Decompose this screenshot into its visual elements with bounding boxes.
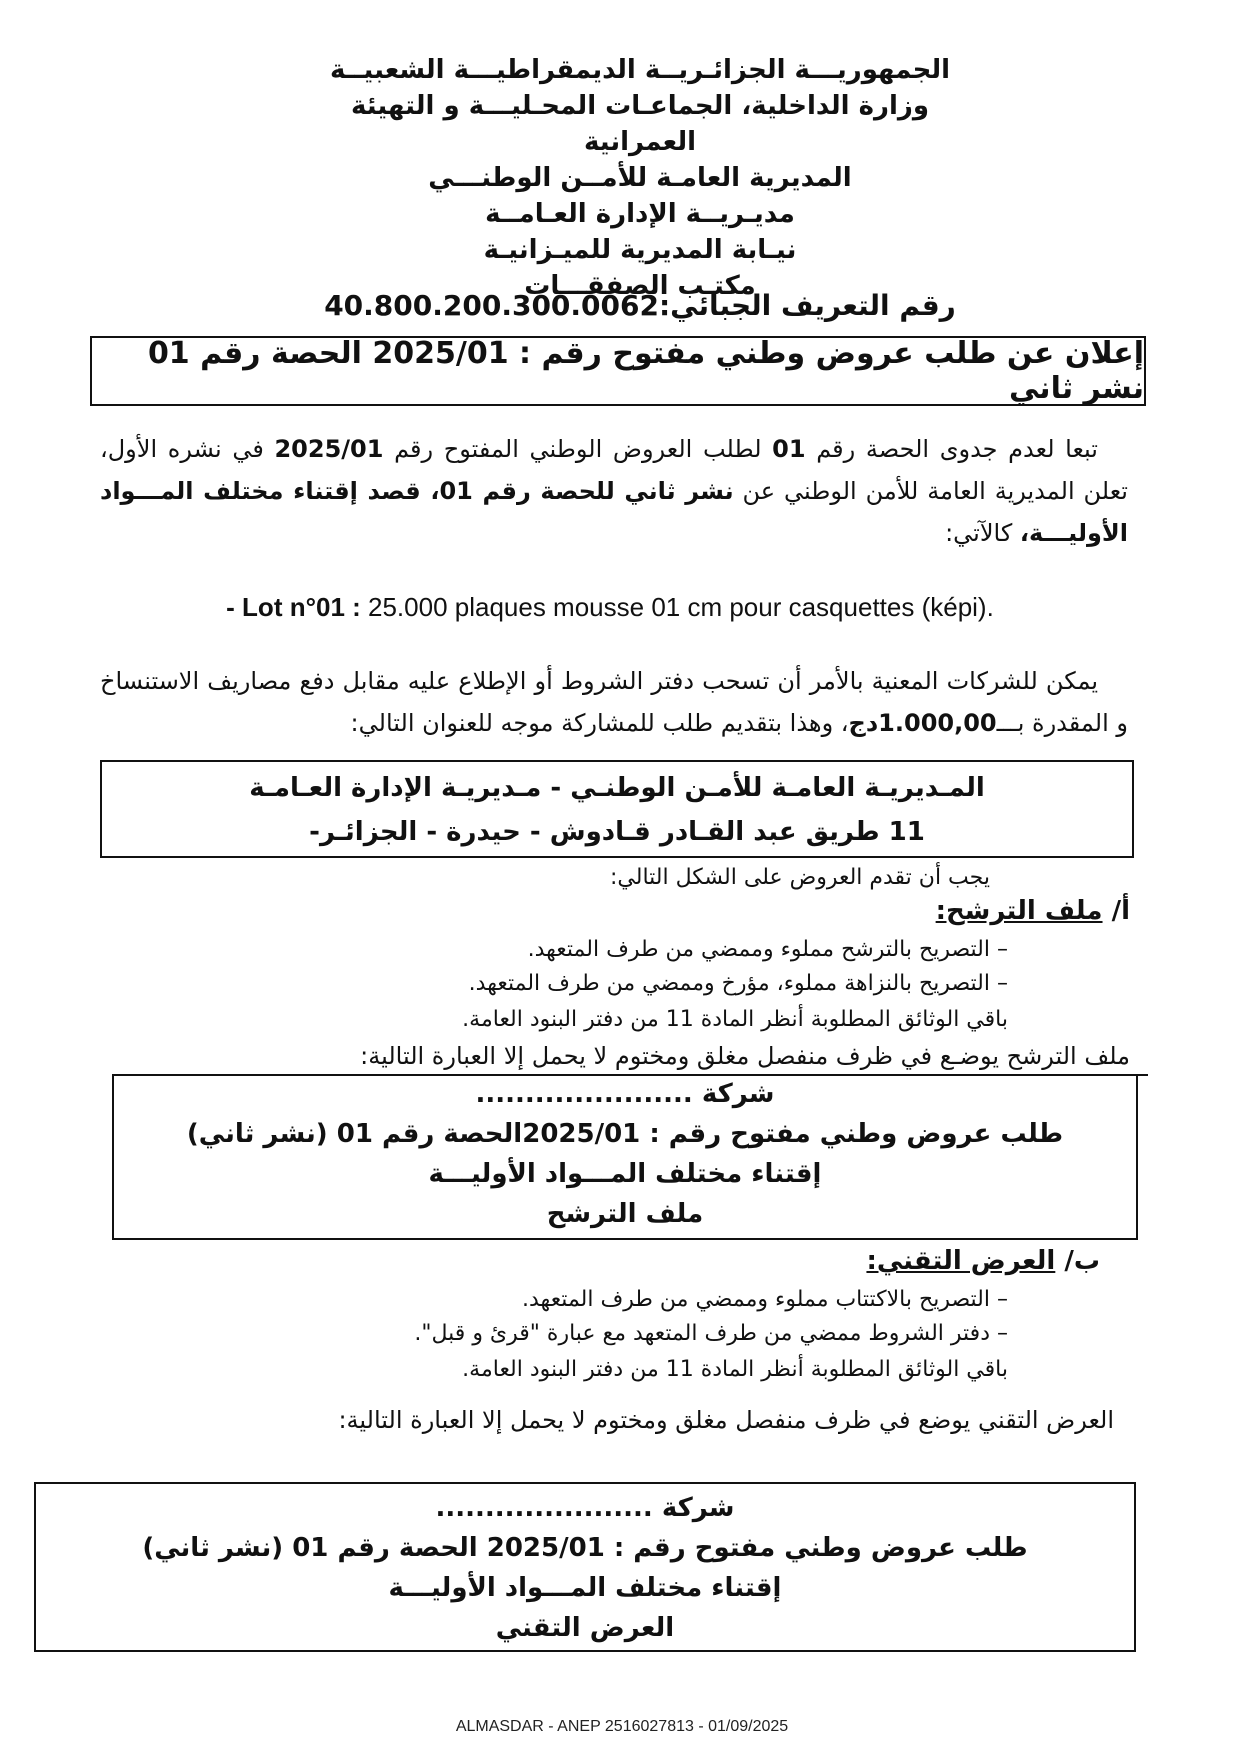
address-line-1: المـديريـة العامـة للأمـن الوطنـي - مـديريـة الإدارة العـامـة xyxy=(249,773,985,803)
header-line-subdirectorate: نيـابة المديرية للميـزانيـة xyxy=(483,235,797,265)
lot-line xyxy=(150,592,1070,623)
fiscal-id-label: رقم التعريف الجبائي: xyxy=(658,289,956,322)
access-text-2: ، وهذا بتقديم طلب للمشاركة موجه للعنوان التالي: xyxy=(350,709,849,737)
technical-prefix: ب/ xyxy=(1055,1246,1100,1276)
candidacy-title: ملف الترشح: xyxy=(935,896,1103,926)
intro-purpose: نشر ثاني للحصة رقم 01، قصد إقتناء مختلف المـــواد الأوليـــة، xyxy=(100,477,1128,547)
technical-title: العرض التقني: xyxy=(866,1246,1056,1276)
header-line-directorate: مديـريــة الإدارة العـامــة xyxy=(485,199,795,229)
fiscal-id-number: 40.800.200.300.0062 xyxy=(324,289,659,322)
access-text-1: يمكن للشركات المعنية بالأمر أن تسحب دفتر الشروط أو الإطلاع عليه مقابل دفع مصاريف الاستنساخ و المقدرة بـــ xyxy=(100,667,1128,737)
label-1-request: طلب عروض وطني مفتوح رقم : 2025/01الحصة رقم 01 (نشر ثاني) xyxy=(186,1119,1064,1149)
header-line-office: مكتـب الصفقـــات xyxy=(524,271,756,301)
candidacy-item-1: – التصريح بالترشح مملوء وممضي من طرف المتعهد. xyxy=(527,937,1008,962)
intro-text-2: لطلب العروض الوطني المفتوح رقم xyxy=(383,435,773,463)
publication-footer: ALMASDAR - ANEP 2516027813 - 01/09/2025 xyxy=(455,1718,789,1735)
access-paragraph xyxy=(100,660,1128,744)
announcement-title-box xyxy=(90,336,1146,406)
label-2-company: شركة ...................... xyxy=(435,1493,735,1523)
issuer-header xyxy=(300,52,980,304)
technical-envelope-note: العرض التقني يوضع في ظرف منفصل مغلق ومختوم لا يحمل إلا العبارة التالية: xyxy=(338,1406,1114,1434)
offers-intro: يجب أن تقدم العروض على الشكل التالي: xyxy=(610,865,990,890)
candidacy-section-heading xyxy=(936,896,1130,926)
access-fee: 1.000,00دج xyxy=(848,709,997,737)
intro-text-1: تبعا لعدم جدوى الحصة رقم xyxy=(805,435,1098,463)
address-box xyxy=(100,760,1134,858)
fiscal-id xyxy=(300,288,980,324)
intro-lot-number: 01 xyxy=(772,435,806,463)
intro-text-4: كالآتي: xyxy=(945,519,1020,547)
candidacy-envelope-note: ملف الترشح يوضـع في ظرف منفصل مغلق ومختوم لا يحمل إلا العبارة التالية: xyxy=(360,1042,1130,1070)
candidacy-prefix: أ/ xyxy=(1102,896,1130,926)
technical-item-2: – دفتر الشروط ممضي من طرف المتعهد مع عبارة "قرئ و قبل". xyxy=(414,1321,1008,1346)
label-1-subject: إقتناء مختلف المـــواد الأوليـــة xyxy=(428,1159,822,1189)
header-line-ministry: وزارة الداخلية، الجماعـات المحـليـــة و التهيئة العمرانية xyxy=(351,91,929,157)
label-2-kind: العرض التقني xyxy=(495,1613,675,1643)
technical-section-heading xyxy=(866,1246,1100,1276)
candidacy-item-2: – التصريح بالنزاهة مملوء، مؤرخ وممضي من طرف المتعهد. xyxy=(468,971,1008,996)
candidacy-docs: باقي الوثائق المطلوبة أنظر المادة 11 من دفتر البنود العامة. xyxy=(462,1007,1008,1032)
lot-label: - Lot n°01 : xyxy=(226,592,361,622)
intro-tender-number: 2025/01 xyxy=(274,435,384,463)
header-line-republic: الجمهوريـــة الجزائـريــة الديمقراطيـــة الشعبيــة xyxy=(329,55,951,85)
intro-paragraph xyxy=(100,428,1128,554)
label-2-request: طلب عروض وطني مفتوح رقم : 2025/01 الحصة رقم 01 (نشر ثاني) xyxy=(142,1533,1028,1563)
technical-envelope-label xyxy=(34,1482,1136,1652)
intro-text-3: في نشره الأول، تعلن المديرية العامة للأمن الوطني عن xyxy=(100,435,1128,505)
announcement-title: إعلان عن طلب عروض وطني مفتوح رقم : 2025/01 الحصة رقم 01 نشر ثاني xyxy=(147,336,1144,406)
candidacy-envelope-label xyxy=(112,1074,1138,1240)
address-line-2: 11 طريق عبد القـادر قـادوش - حيدرة - الجزائـر- xyxy=(309,817,925,847)
header-line-dgsn: المديرية العامـة للأمــن الوطنـــي xyxy=(428,163,852,193)
lot-description: 25.000 plaques mousse 01 cm pour casquettes (képi). xyxy=(360,592,994,622)
technical-item-1: – التصريح بالاكتتاب مملوء وممضي من طرف المتعهد. xyxy=(522,1287,1008,1312)
technical-docs: باقي الوثائق المطلوبة أنظر المادة 11 من دفتر البنود العامة. xyxy=(462,1357,1008,1382)
label-1-kind: ملف الترشح xyxy=(546,1199,704,1229)
label-1-company: شركة ...................... xyxy=(475,1079,775,1109)
label-2-subject: إقتناء مختلف المـــواد الأوليـــة xyxy=(388,1573,782,1603)
